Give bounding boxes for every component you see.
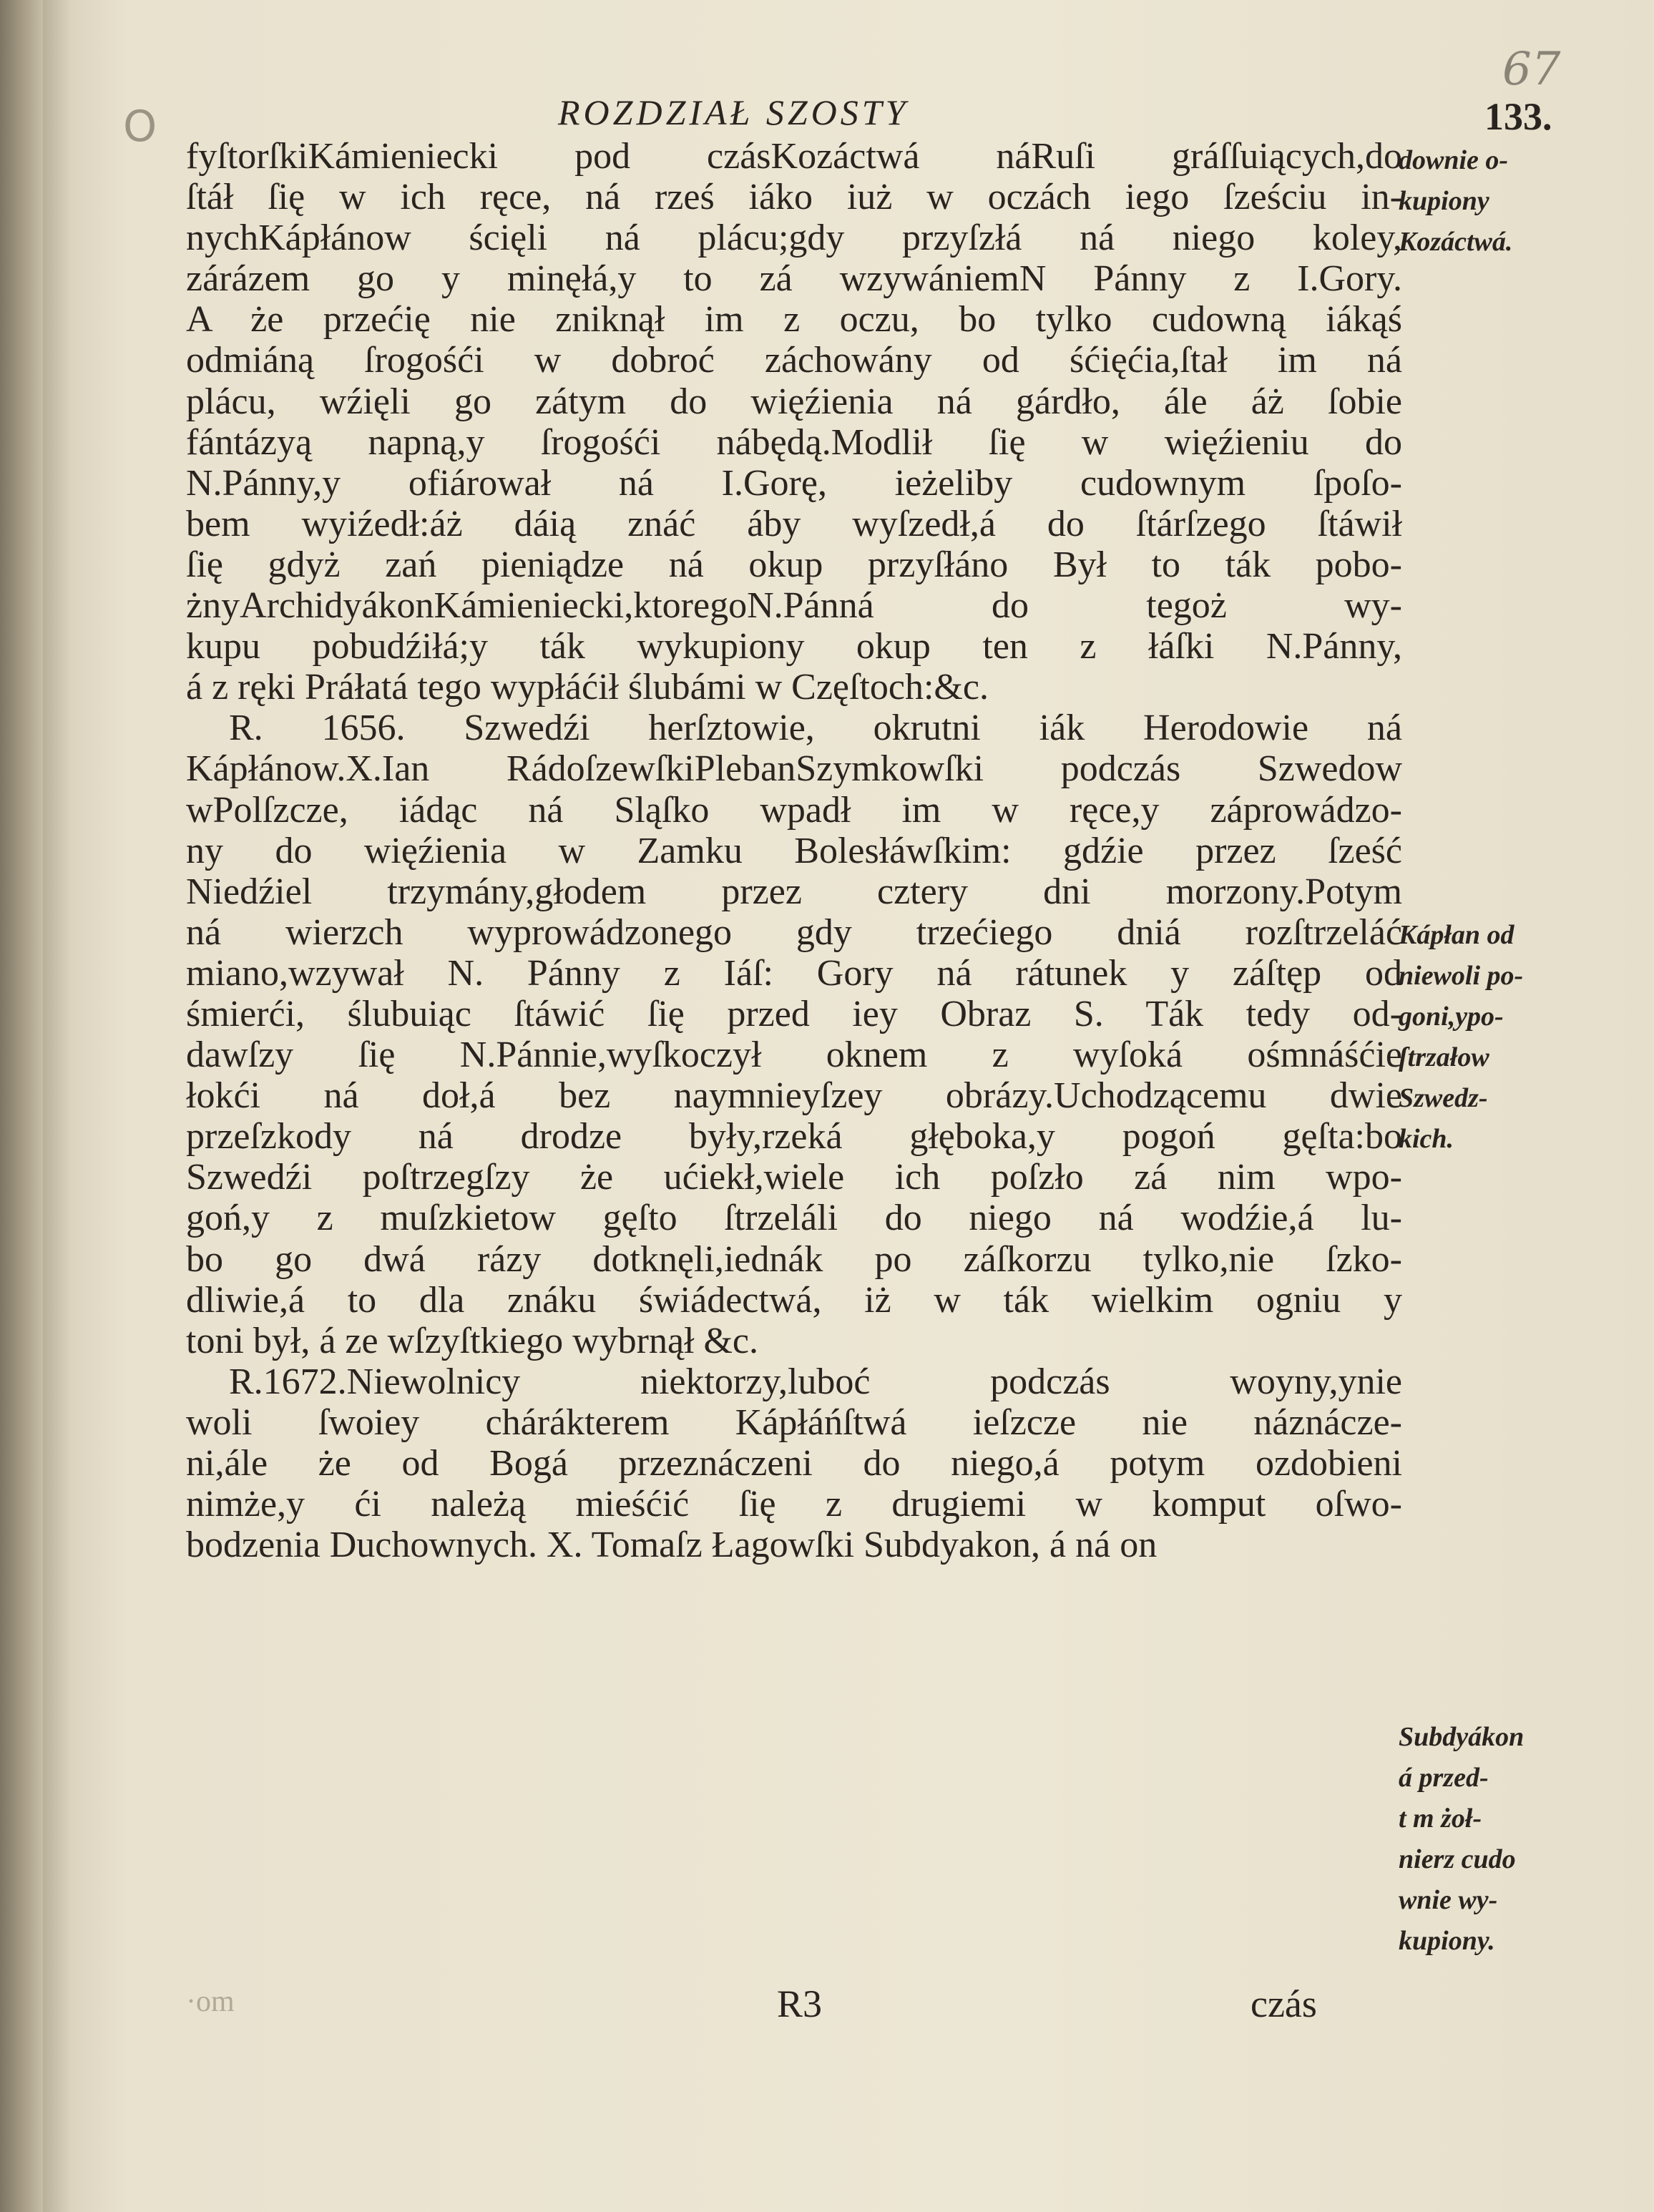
text-line: ſię gdyż zań pieniądze ná okup przyſłáno Był to ták pobo-	[186, 544, 1402, 585]
text-line: fántázyą napną,y ſrogośći nábędą.Modlił ſię w więźieniu do	[186, 421, 1402, 463]
page-number: 133.	[1484, 95, 1552, 138]
text-line: R.1672.Niewolnicy niektorzy,luboć podczás woyny,ynie	[229, 1361, 1402, 1402]
book-page	[43, 0, 1654, 2212]
margin-note-line: Szwedz-	[1399, 1083, 1488, 1113]
margin-note-line: goni,ypo-	[1399, 1002, 1504, 1032]
margin-note-line: Kozáctwá.	[1399, 227, 1513, 257]
text-line: ny do więźienia w Zamku Bolesłáwſkim: gdźie przez ſześć	[186, 830, 1402, 871]
text-line: toni był, á ze wſzyſtkiego wybrnął &c.	[186, 1320, 759, 1361]
margin-note	[1399, 915, 1563, 1160]
margin-note-line: kupiony.	[1399, 1926, 1495, 1956]
book-binding	[0, 0, 43, 2212]
text-line: Niedźiel trzymány,głodem przez cztery dni morzony.Potym	[186, 871, 1402, 912]
text-line: żnyArchidyákonKámieniecki,ktoregoN.Pánná do tegoż wy-	[186, 585, 1402, 627]
text-line: á z ręki Práłatá tego wypłáćił ślubámi w Częſtoch:&c.	[186, 667, 989, 708]
margin-note-line: downie o-	[1399, 145, 1509, 175]
margin-note-line: niewoli po-	[1399, 961, 1524, 991]
margin-note-line: t m żoł-	[1399, 1804, 1482, 1834]
handwritten-folio: 67	[1502, 43, 1561, 96]
margin-note-line: wnie wy-	[1399, 1885, 1498, 1915]
margin-note-line: kupiony	[1399, 186, 1489, 216]
margin-note-line: Kápłan od	[1399, 920, 1514, 950]
catchword: czás	[1251, 1982, 1317, 2025]
margin-note-line: kich.	[1399, 1124, 1454, 1154]
text-line: goń,y z muſzkietow gęſto ſtrzeláli do niego ná wodźie,á lu-	[186, 1198, 1402, 1239]
margin-note-line: nierz cudo	[1399, 1844, 1516, 1874]
text-line: nychKápłánow ścięli ná plácu;gdy przyſzłá ná niego koley,	[186, 217, 1402, 259]
body-text	[186, 136, 1402, 1565]
text-line: dawſzy ſię N.Pánnie,wyſkoczył oknem z wyſoká ośmnáśćie	[186, 1034, 1402, 1076]
text-line: plácu, wźięli go zátym do więźienia ná gárdło, ále áż ſobie	[186, 381, 1402, 422]
text-line: N.Pánny,y ofiárował ná I.Gorę, ieżeliby cudownym ſpoſo-	[186, 462, 1402, 504]
text-line: kupu pobudźiłá;y ták wykupiony okup ten z łáſki N.Pánny,	[186, 626, 1402, 667]
text-line: Szwedźi poſtrzegſzy że ućiekł,wiele ich poſzło zá nim wpo-	[186, 1157, 1402, 1198]
text-line: łokći ná doł,á bez naymnieyſzey obrázy.Uchodzącemu dwie	[186, 1075, 1402, 1117]
text-line: fyſtorſkiKámieniecki pod czásKozáctwá náRuſi gráſſuiących,do	[186, 136, 1402, 177]
text-line: miano,wzywał N. Pánny z Iáſ: Gory ná rátunek y záſtęp od	[186, 952, 1402, 994]
text-line: przeſzkody ná drodze były,rzeká głęboka,y pogoń gęſta:bo	[186, 1116, 1402, 1158]
text-line: ni,ále że od Bogá przeznáczeni do niego,á potym ozdobieni	[186, 1443, 1402, 1484]
text-line: Kápłánow.X.Ian RádoſzewſkiPlebanSzymkowſki podczás Szwedow	[186, 748, 1402, 790]
margin-note-line: á przed-	[1399, 1763, 1489, 1793]
text-line: R. 1656. Szwedźi herſztowie, okrutni iák Herodowie ná	[229, 708, 1402, 749]
running-title: ROZDZIAŁ SZOSTY	[558, 92, 909, 132]
text-line: odmiáną ſrogośći w dobroć záchowány od śćięćia,ſtał im ná	[186, 340, 1402, 381]
text-line: ſtáł ſię w ich ręce, ná rześ iáko iuż w oczách iego ſześciu in-	[186, 177, 1402, 218]
text-line: bem wyiźedł:áż dáią znáć áby wyſzedł,á do ſtárſzego ſtáwił	[186, 503, 1402, 544]
text-line: dliwie,á to dla znáku świádectwá, iż w ták wielkim ogniu y	[186, 1279, 1402, 1321]
margin-note	[1399, 1717, 1563, 1962]
corner-mark: O	[123, 102, 157, 152]
margin-note-line: Subdyákon	[1399, 1722, 1525, 1752]
text-line: śmierći, ślubuiąc ſtáwić ſię przed iey Obraz S. Ták tedy od-	[186, 993, 1402, 1034]
bleed-through-text: ·om	[186, 1985, 235, 2018]
text-line: ná wierzch wyprowádzonego gdy trzećiego dniá rozſtrzeláć	[186, 911, 1402, 953]
margin-note-line: ſtrzałow	[1399, 1042, 1489, 1072]
margin-note	[1399, 140, 1563, 263]
signature-mark: R3	[777, 1982, 823, 2025]
text-line: zárázem go y minęłá,y to zá wzywániemN Pánny z I.Gory.	[186, 258, 1402, 300]
text-line: nimże,y ći należą mieśćić ſię z drugiemi w komput oſwo-	[186, 1484, 1402, 1525]
text-line: bo go dwá rázy dotknęli,iednák po záſkorzu tylko,nie ſzko-	[186, 1238, 1402, 1280]
text-line: wPolſzcze, iádąc ná Sląſko wpadł im w ręce,y záprowádzo-	[186, 789, 1402, 831]
text-line: A że przećię nie zniknął im z oczu, bo tylko cudowną iákąś	[186, 299, 1402, 341]
text-line: woli ſwoiey chárákterem Kápłáńſtwá ieſzcze nie náznácze-	[186, 1401, 1402, 1443]
text-line: bodzenia Duchownych. X. Tomaſz Łagowſki Subdyakon, á ná on	[186, 1525, 1158, 1566]
